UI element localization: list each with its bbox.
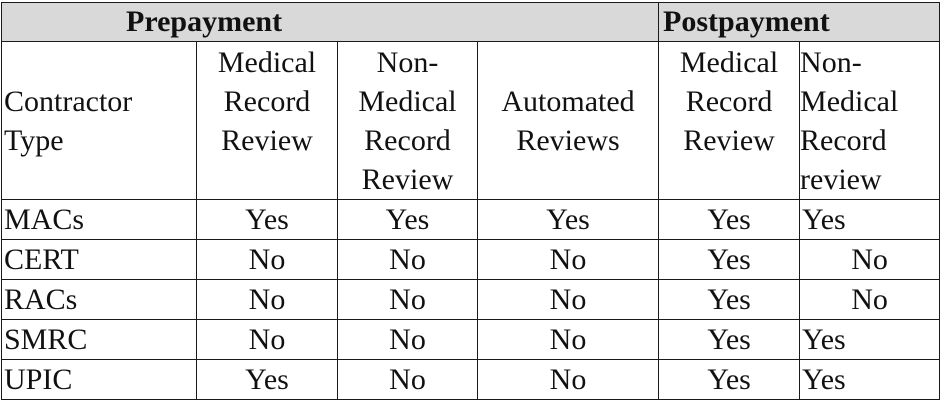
table-cell: Yes bbox=[800, 360, 940, 400]
table-cell: Yes bbox=[659, 200, 800, 240]
column-header-label: Contractor Type bbox=[4, 84, 133, 157]
table-cell: Yes bbox=[478, 200, 659, 240]
table-cell: Yes bbox=[800, 200, 940, 240]
column-header-automated-reviews bbox=[478, 42, 659, 200]
table-cell: No bbox=[197, 320, 338, 360]
table-cell: Yes bbox=[197, 200, 338, 240]
table-cell: No bbox=[197, 280, 338, 320]
table-cell: No bbox=[800, 280, 940, 320]
table-cell: No bbox=[338, 320, 478, 360]
column-header-label: Medical Record Review bbox=[679, 46, 779, 157]
table-cell: No bbox=[800, 240, 940, 280]
table-cell: Yes bbox=[659, 240, 800, 280]
column-header-label: Automated Reviews bbox=[501, 84, 635, 157]
contractor-review-table bbox=[1, 2, 940, 400]
table-cell: No bbox=[478, 280, 659, 320]
table-cell: No bbox=[197, 240, 338, 280]
table-row bbox=[2, 240, 940, 280]
table-cell: No bbox=[478, 240, 659, 280]
table-cell: Yes bbox=[659, 320, 800, 360]
contractor-name-cell: UPIC bbox=[2, 360, 197, 400]
table-cell: Yes bbox=[800, 320, 940, 360]
column-header-label: Medical Record Review bbox=[217, 46, 317, 157]
column-header-pre-medical-record-review bbox=[197, 42, 338, 200]
column-header-label: Non- Medical Record Review bbox=[358, 46, 457, 196]
table-cell: No bbox=[338, 240, 478, 280]
table-cell: Yes bbox=[197, 360, 338, 400]
contractor-name-cell: SMRC bbox=[2, 320, 197, 360]
table-row bbox=[2, 200, 940, 240]
column-header-label: Non- Medical Record review bbox=[800, 46, 899, 196]
contractor-name-cell: RACs bbox=[2, 280, 197, 320]
group-header-row bbox=[2, 3, 940, 42]
table-cell: No bbox=[478, 320, 659, 360]
table-body bbox=[2, 200, 940, 400]
table-row bbox=[2, 280, 940, 320]
table-row bbox=[2, 320, 940, 360]
table-row bbox=[2, 360, 940, 400]
table-cell: Yes bbox=[659, 280, 800, 320]
contractor-name-cell: CERT bbox=[2, 240, 197, 280]
contractor-name-cell: MACs bbox=[2, 200, 197, 240]
column-header-post-non-medical-record-review bbox=[800, 42, 940, 200]
column-header-contractor-type bbox=[2, 42, 197, 200]
table-cell: Yes bbox=[659, 360, 800, 400]
column-header-row bbox=[2, 42, 940, 200]
prepayment-group-header: Prepayment bbox=[2, 3, 659, 42]
column-header-post-medical-record-review bbox=[659, 42, 800, 200]
postpayment-group-header: Postpayment bbox=[659, 3, 940, 42]
table-cell: No bbox=[338, 360, 478, 400]
table-cell: No bbox=[338, 280, 478, 320]
table-cell: No bbox=[478, 360, 659, 400]
table-cell: Yes bbox=[338, 200, 478, 240]
column-header-pre-non-medical-record-review bbox=[338, 42, 478, 200]
